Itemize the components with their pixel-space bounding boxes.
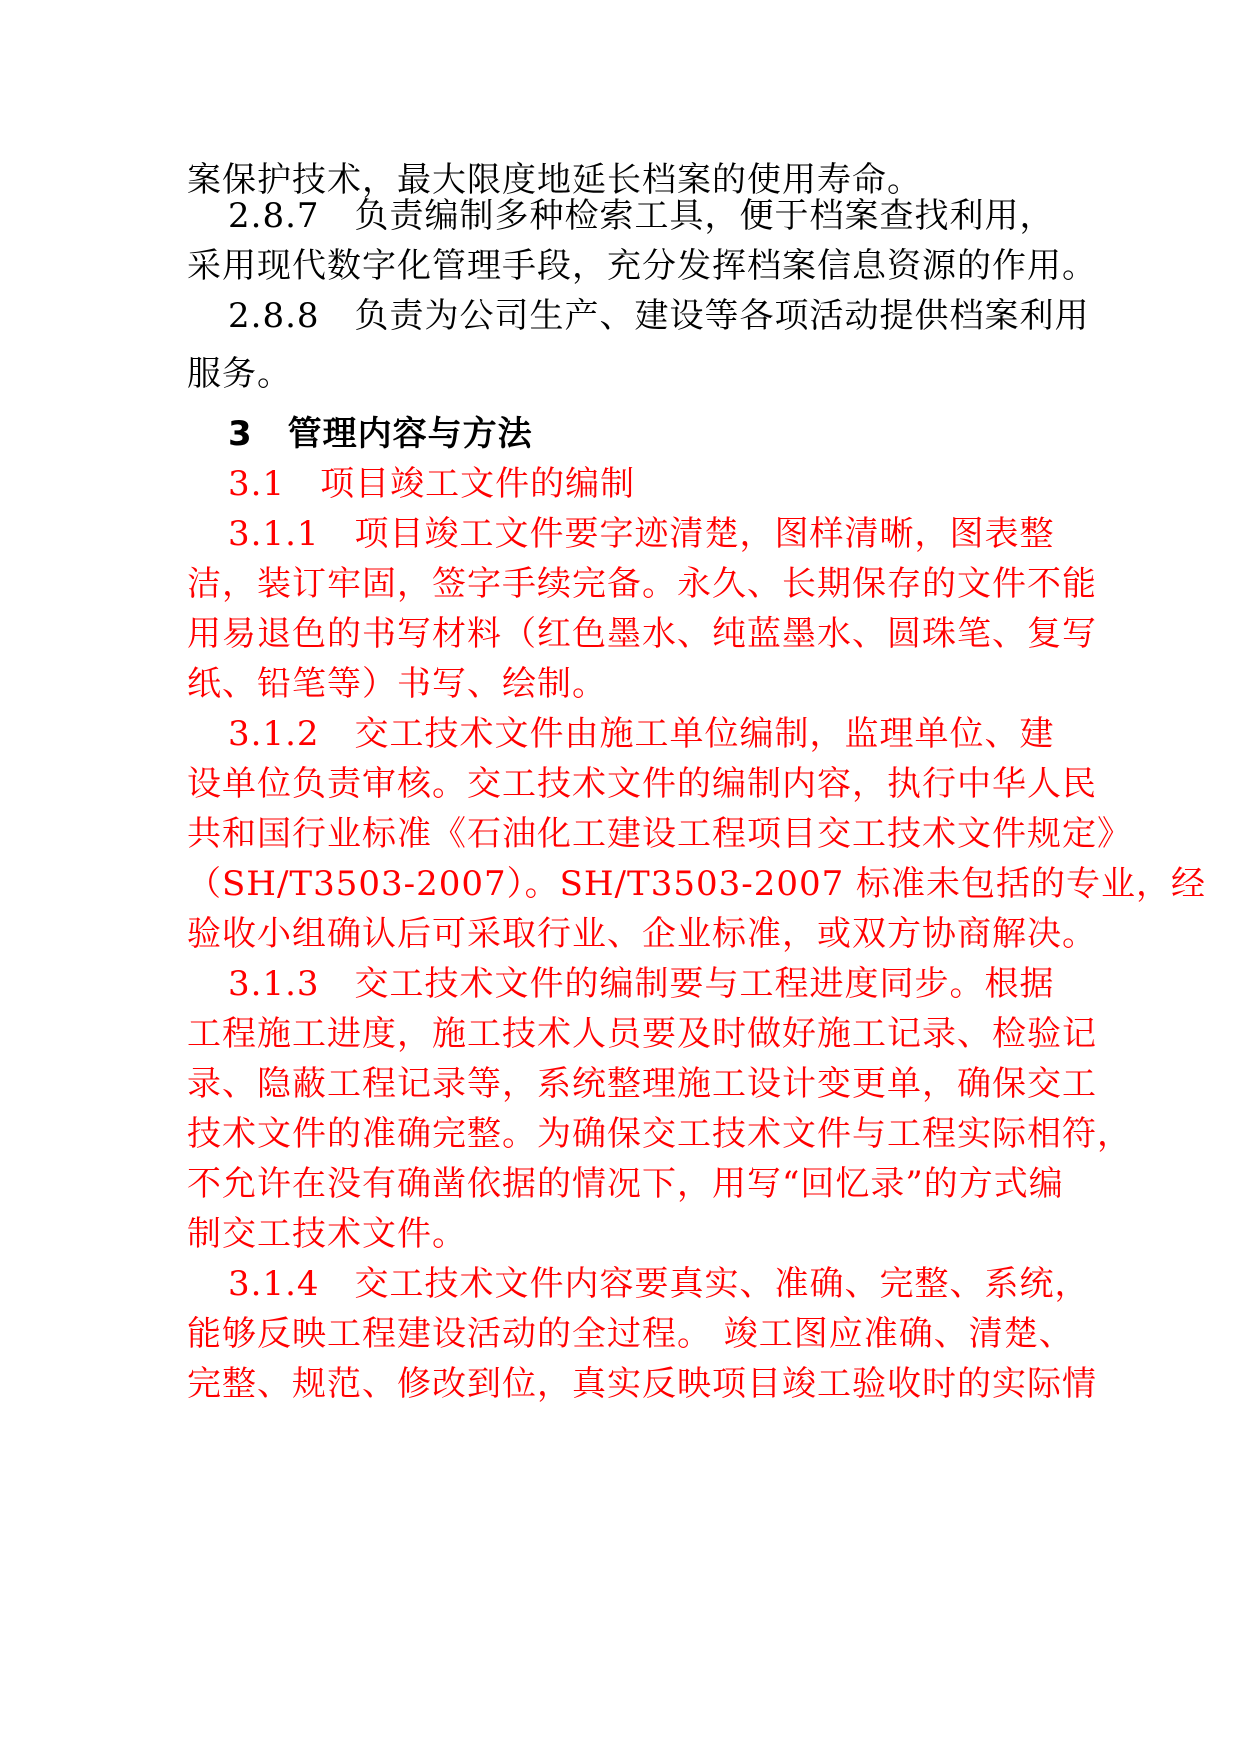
paragraph-line: 共和国行业标准《石油化工建设工程项目交工技术文件规定》 <box>187 814 1132 854</box>
section-3-1-1-line: 3.1.1 项目竣工文件要字迹清楚，图样清晰，图表整 <box>228 514 1055 554</box>
paragraph-line: 工程施工进度，施工技术人员要及时做好施工记录、检验记 <box>187 1014 1097 1054</box>
section-3-1-3-line: 3.1.3 交工技术文件的编制要与工程进度同步。根据 <box>228 964 1055 1004</box>
paragraph-line: （SH/T3503-2007）。SH/T3503-2007 标准未包括的专业，经 <box>187 864 1207 904</box>
section-2-8-8-line: 2.8.8 负责为公司生产、建设等各项活动提供档案利用 <box>228 296 1090 336</box>
paragraph-line: 用易退色的书写材料（红色墨水、纯蓝墨水、圆珠笔、复写 <box>187 614 1097 654</box>
paragraph-line: 验收小组确认后可采取行业、企业标准，或双方协商解决。 <box>187 914 1097 954</box>
paragraph-line: 设单位负责审核。交工技术文件的编制内容，执行中华人民 <box>187 764 1097 804</box>
section-3-1-2-line: 3.1.2 交工技术文件由施工单位编制，监理单位、建 <box>228 714 1055 754</box>
paragraph-line: 技术文件的准确完整。为确保交工技术文件与工程实际相符， <box>187 1114 1132 1154</box>
paragraph-line: 案保护技术，最大限度地延长档案的使用寿命。 <box>187 160 922 200</box>
section-3-1-heading: 3.1 项目竣工文件的编制 <box>228 464 636 504</box>
paragraph-line: 完整、规范、修改到位，真实反映项目竣工验收时的实际情 <box>187 1364 1097 1404</box>
paragraph-line: 服务。 <box>187 354 292 394</box>
section-2-8-7-line: 2.8.7 负责编制多种检索工具，便于档案查找利用， <box>228 196 1055 236</box>
chapter-3-heading: 3 管理内容与方法 <box>228 414 533 454</box>
paragraph-line: 采用现代数字化管理手段，充分发挥档案信息资源的作用。 <box>187 246 1097 286</box>
paragraph-line: 洁，装订牢固，签字手续完备。永久、长期保存的文件不能 <box>187 564 1097 604</box>
paragraph-line: 不允许在没有确凿依据的情况下，用写“回忆录”的方式编 <box>187 1164 1064 1204</box>
paragraph-line: 纸、铅笔等）书写、绘制。 <box>187 664 607 704</box>
paragraph-line: 能够反映工程建设活动的全过程。 竣工图应准确、清楚、 <box>187 1314 1074 1354</box>
paragraph-line: 制交工技术文件。 <box>187 1214 467 1254</box>
section-3-1-4-line: 3.1.4 交工技术文件内容要真实、准确、完整、系统， <box>228 1264 1090 1304</box>
paragraph-line: 录、隐蔽工程记录等，系统整理施工设计变更单，确保交工 <box>187 1064 1097 1104</box>
